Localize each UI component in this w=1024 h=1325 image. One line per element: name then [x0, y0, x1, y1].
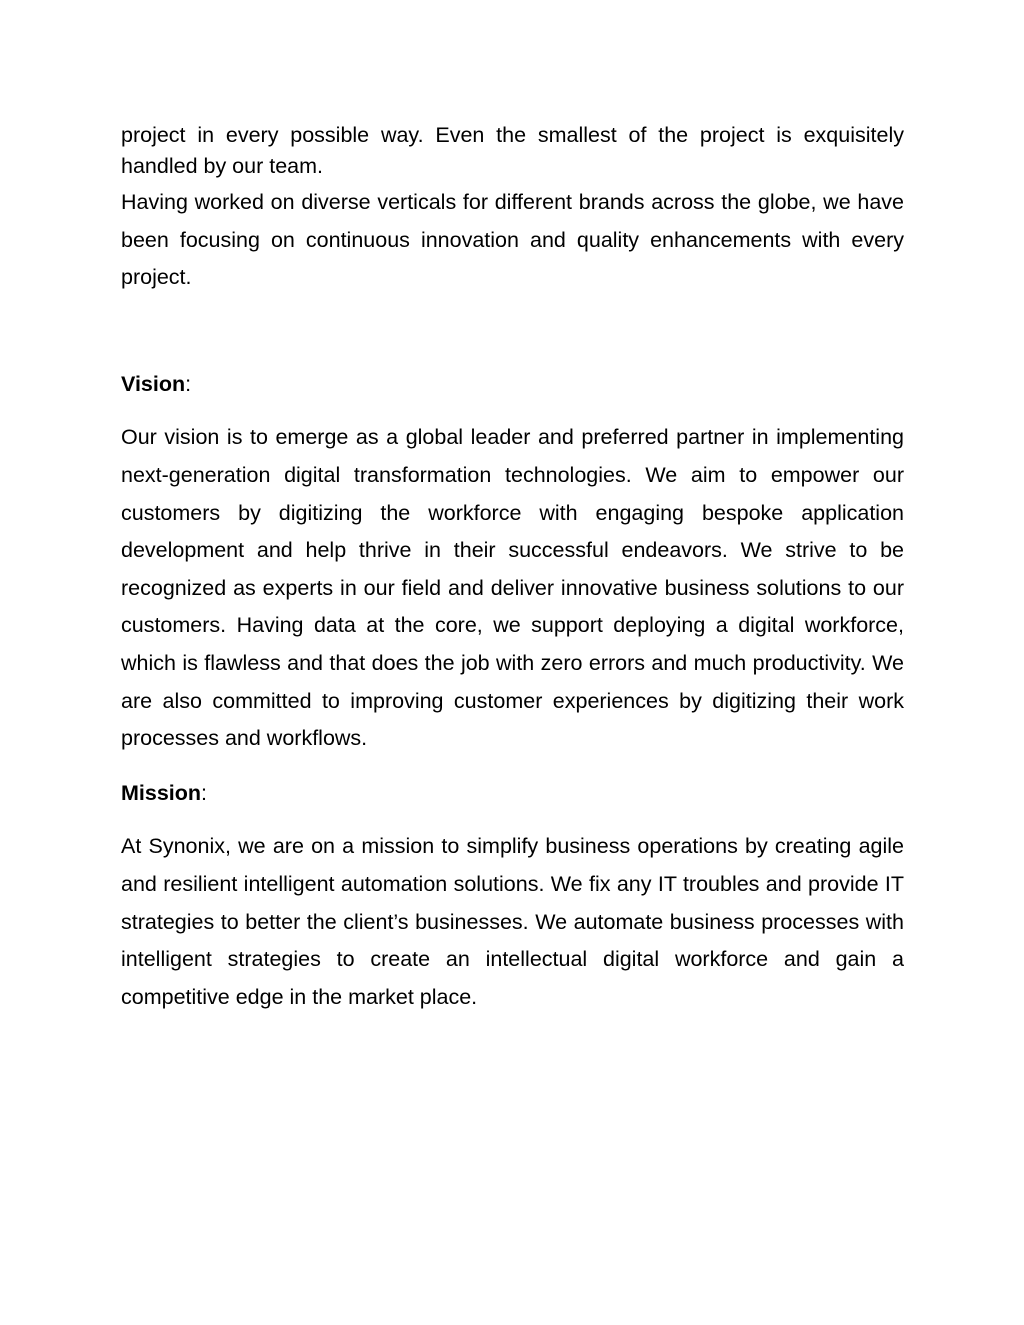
vision-heading [121, 366, 904, 404]
mission-heading-text: Mission [121, 780, 202, 805]
mission-heading-colon: : [201, 780, 208, 805]
intro-paragraph-2: Having worked on diverse verticals for different brands across the globe, we have been focusing on continuous innovation and quality enhancements with every project. [121, 190, 904, 290]
vision-paragraph: Our vision is to emerge as a global leader and preferred partner in implementing next-generation digital transformation technologies. We aim to empower our customers by digitizing the workforce with engaging bespoke application development and help thrive in their successful endeavors. We strive to be recognized as experts in our field and deliver innovative business solutions to our customers. Having data at the core, we support deploying a digital workforce, which is flawless and that does the job with zero errors and much productivity. We are also committed to improving customer experiences by digitizing their work processes and workflows. [121, 425, 904, 751]
document-content [121, 120, 904, 1016]
mission-paragraph: At Synonix, we are on a mission to simplify business operations by creating agile and resilient intelligent automation solutions. We fix any IT troubles and provide IT strategies to better the client’s businesses. We automate business processes with intelligent strategies to create an intellectual digital workforce and gain a competitive edge in the market place. [121, 834, 904, 1009]
mission-heading [121, 775, 904, 813]
vision-heading-text: Vision [121, 371, 186, 396]
intro-paragraph-1: project in every possible way. Even the smallest of the project is exquisitely handled by our team. [121, 123, 904, 178]
vision-heading-colon: : [185, 371, 192, 396]
